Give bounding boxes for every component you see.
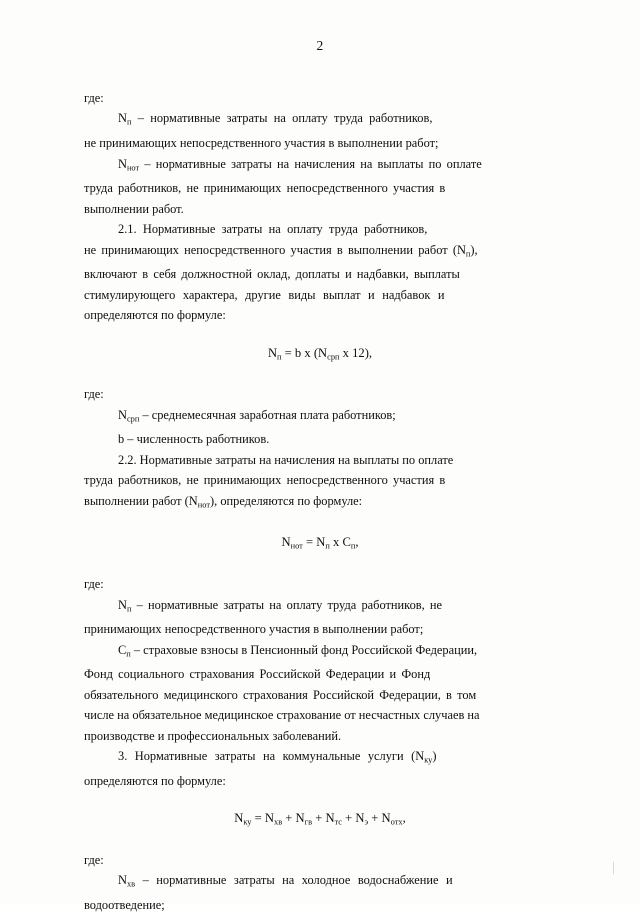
paragraph: $N_{нот} = N_п$ х $C_п$, (281, 535, 359, 551)
paragraph: $N_{срп}$ – среднемесячная заработная плата работников; (118, 407, 396, 423)
paragraph: 3. Нормативные затраты на коммунальные услуги $(N_{ку})$ (118, 749, 437, 765)
paragraph: числе на обязательное медицинское страхование от несчастных случаев на (84, 708, 480, 723)
paragraph: выполнении работ. (84, 201, 184, 216)
paragraph: $N_п = b$ х ($N_{срп}$ х 12), (267, 345, 373, 361)
page-number: 2 (316, 38, 324, 53)
paragraph: $C_п$ – страховые взносы в Пенсионный фонд Российской Федерации, (118, 642, 478, 659)
paragraph: не принимающих непосредственного участия в выполнении работ; (84, 136, 439, 151)
paragraph: обязательного медицинского страхования Российской Федерации, в том (84, 687, 477, 702)
paragraph: b – численность работников. (118, 432, 270, 447)
paragraph: $N_{хв}$ – нормативные затраты на холодное водоснабжение и (118, 873, 453, 889)
paragraph: Фонд социального страхования Российской Федерации и Фонд (84, 667, 431, 682)
paragraph: $N_{ку} = N_{хв} + N_{гв} + N_{тс} + N_э + N_{отх}$, (234, 811, 406, 827)
paragraph: определяются по формуле: (84, 773, 226, 788)
paragraph: 2.1. Нормативные затраты на оплату труда работников, (118, 222, 428, 237)
paragraph: $N_п$ – нормативные затраты на оплату труда работников, (118, 111, 433, 127)
page-edge-mark (613, 862, 614, 874)
paragraph: 2.2. Нормативные затраты на начисления на выплаты по оплате (118, 452, 454, 467)
paragraph: где: (84, 852, 104, 867)
paragraph: стимулирующего характера, другие виды выплат и надбавок и (84, 287, 445, 302)
paragraph: производстве и профессиональных заболеваний. (84, 728, 342, 743)
paragraph: не принимающих непосредственного участия в выполнении работ $(N_п)$, (84, 242, 478, 258)
document-body (84, 88, 556, 916)
paragraph: где: (84, 91, 104, 105)
paragraph: где: (84, 577, 104, 592)
paragraph: где: (84, 387, 104, 402)
paragraph: труда работников, не принимающих непосредственного участия в (84, 181, 446, 196)
paragraph: выполнении работ $(N_{нот})$, определяются по формуле: (84, 493, 363, 509)
paragraph: определяются по формуле: (84, 308, 226, 323)
paragraph: включают в себя должностной оклад, доплаты и надбавки, выплаты (84, 267, 460, 282)
paragraph: принимающих непосредственного участия в выполнении работ; (84, 622, 424, 637)
paragraph: $N_п$ – нормативные затраты на оплату труда работников, не (118, 597, 443, 613)
paragraph: $N_{нот}$ – нормативные затраты на начисления на выплаты по оплате (118, 156, 482, 172)
paragraph: водоотведение; (84, 898, 165, 913)
paragraph: труда работников, не принимающих непосредственного участия в (84, 473, 446, 488)
